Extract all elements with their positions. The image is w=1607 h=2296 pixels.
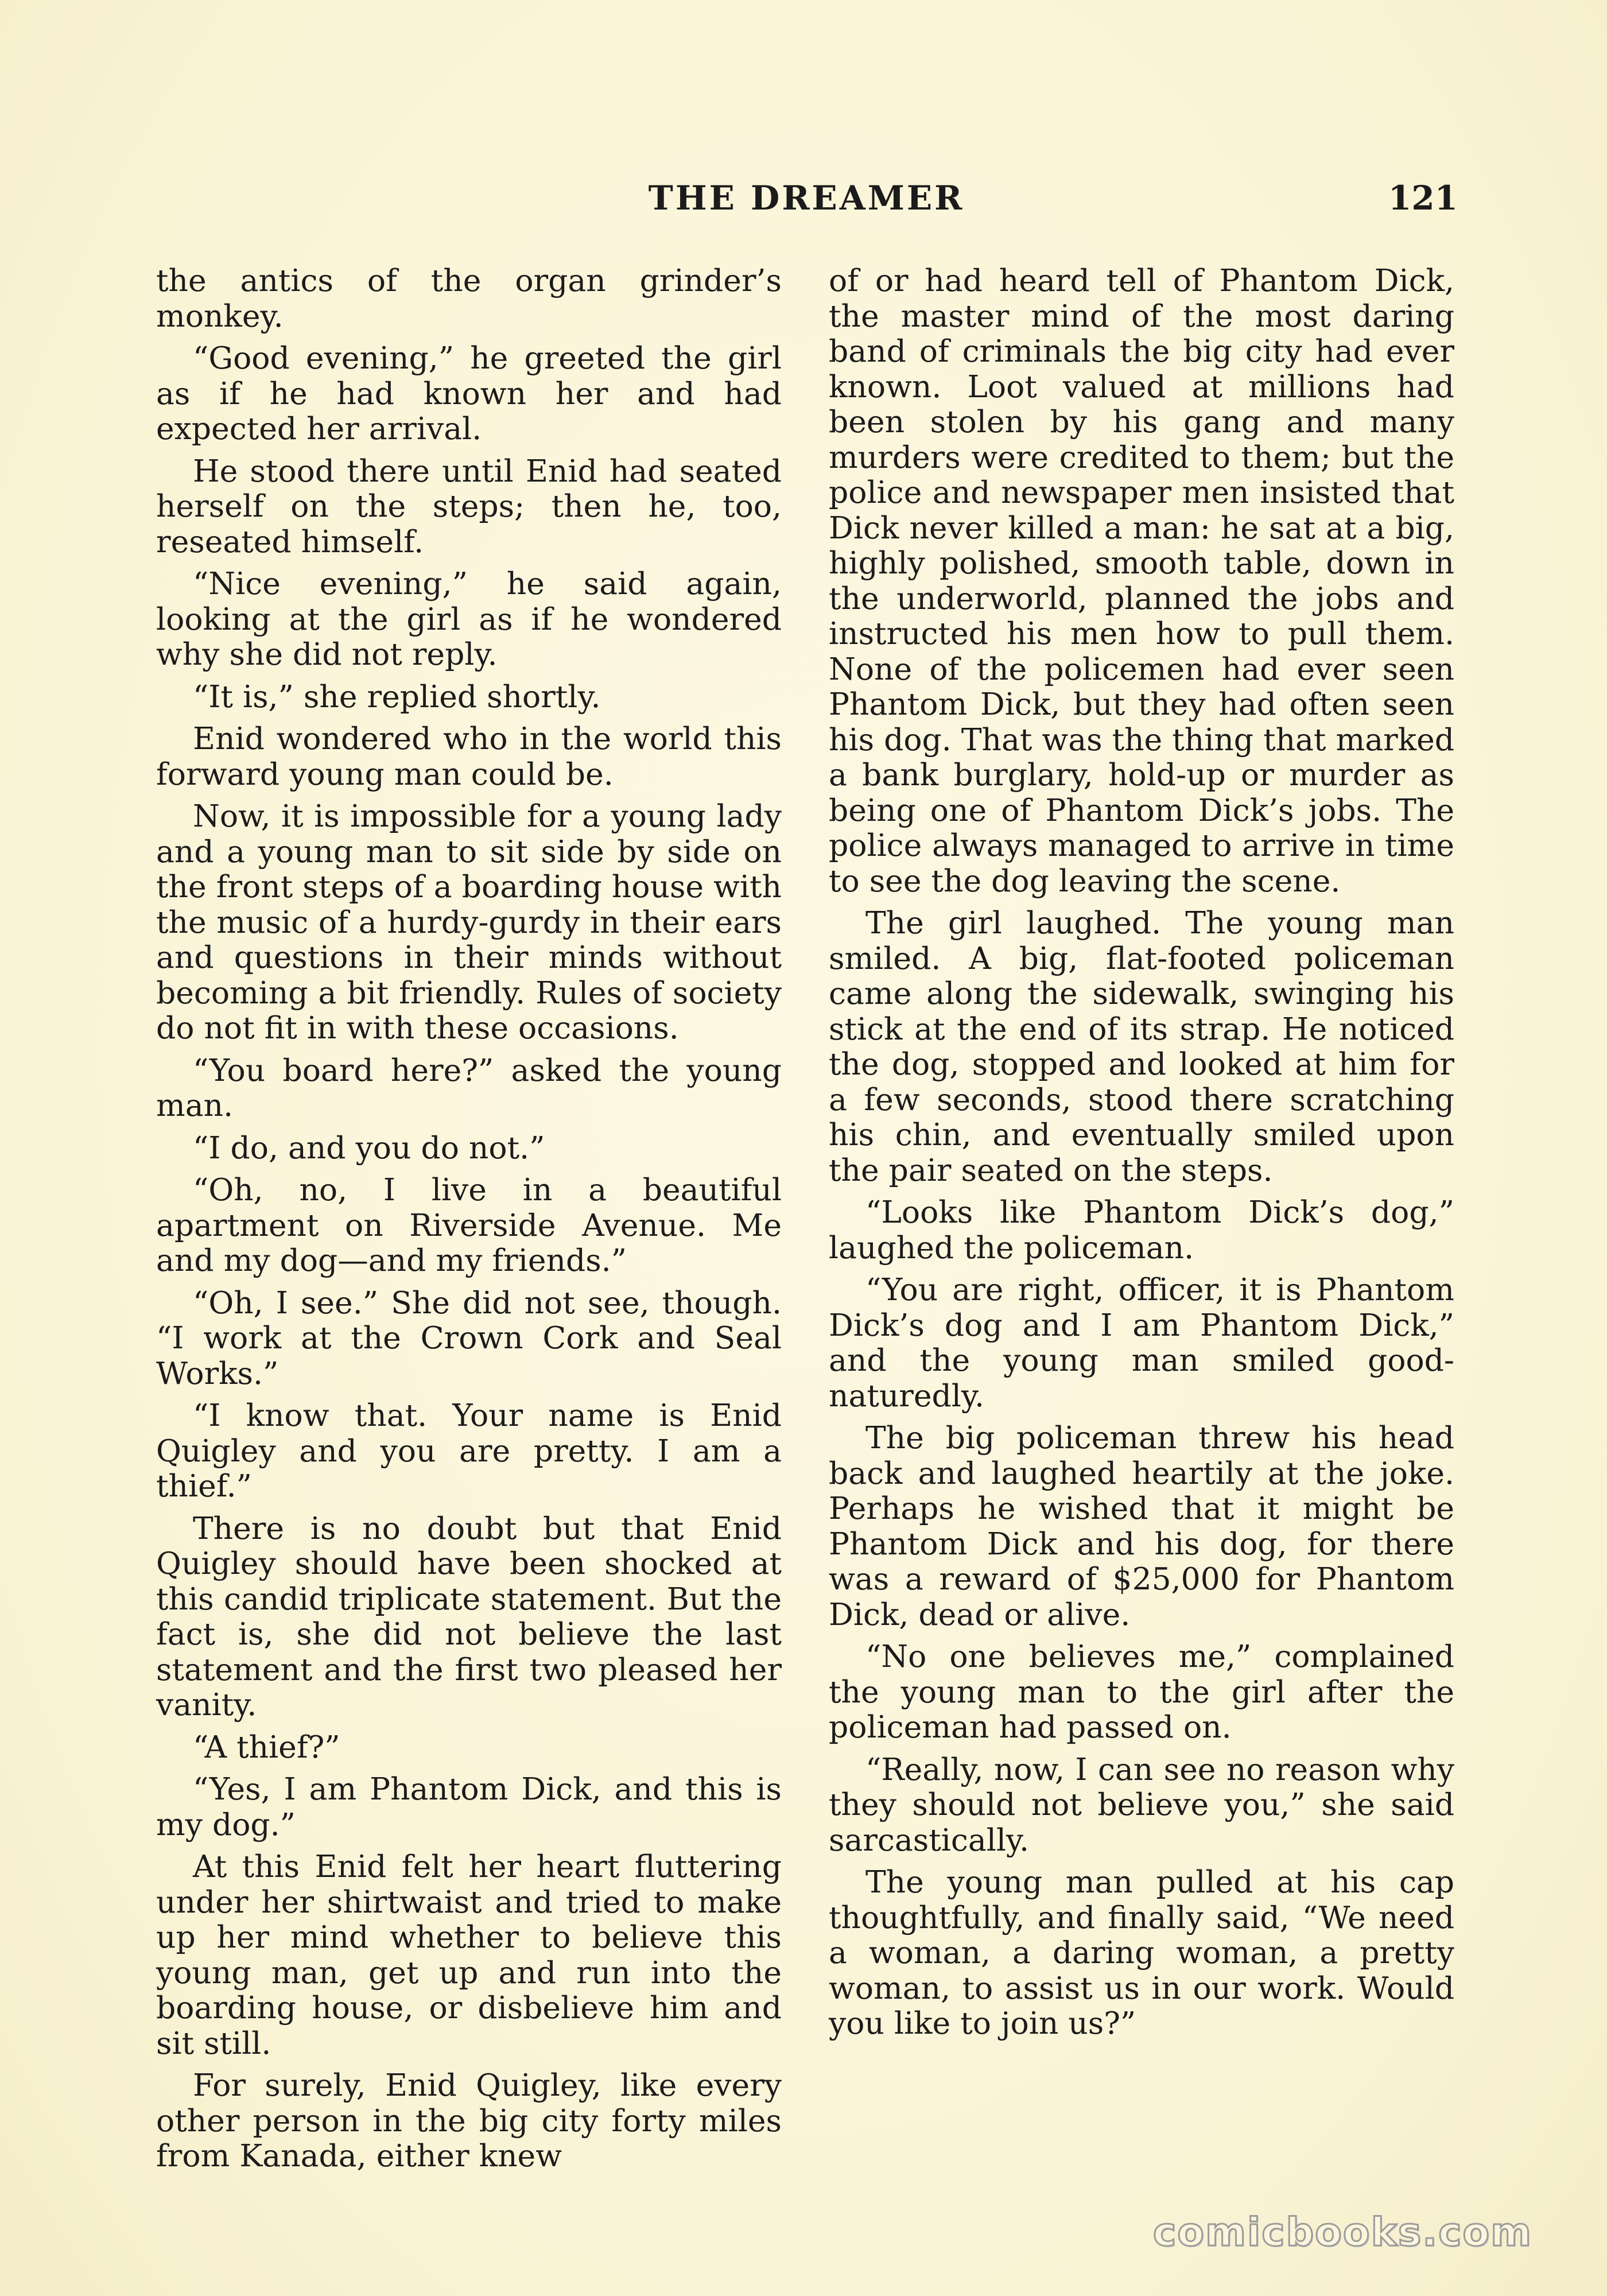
- paragraph: “A thief?”: [193, 1728, 340, 1765]
- paragraph: “Good evening,” he greeted the girl as if he had known her and had expected her arrival.: [156, 340, 782, 447]
- paragraph: “Oh, I see.” She did not see, though. “I work at the Crown Cork and Seal Works.”: [156, 1284, 782, 1391]
- paragraph: “I know that. Your name is Enid Quigley and you are pretty. I am a thief.”: [156, 1397, 782, 1504]
- watermark: comicbooks.com: [1152, 2210, 1532, 2255]
- paragraph: The girl laughed. The young man smiled. A big, flat-footed policeman came along the sidewalk, swinging his stick at the end of its strap. He noticed the dog, stopped and looked at him for a few seconds, stood there scratching his chin, and eventually smiled upon the pair seated on the steps.: [829, 905, 1454, 1188]
- right-column: [829, 263, 1454, 2048]
- paragraph: “I do, and you do not.”: [193, 1129, 545, 1166]
- paragraph: There is no doubt but that Enid Quigley should have been shocked at this candid triplicate statement. But the fact is, she did not believe the last statement and the first two pleased her vanity.: [156, 1510, 782, 1723]
- paragraph: “It is,” she replied shortly.: [193, 678, 601, 715]
- paragraph: The big policeman threw his head back and laughed heartily at the joke. Perhaps he wished that it might be Phantom Dick and his dog, for there was a reward of $25,000 for Phantom Dick, dead or alive.: [829, 1420, 1454, 1632]
- paragraph: “Looks like Phantom Dick’s dog,” laughed the policeman.: [829, 1194, 1454, 1266]
- paragraph: For surely, Enid Quigley, like every other person in the big city forty miles from Kanada, either knew: [156, 2067, 782, 2174]
- paragraph: “No one believes me,” complained the young man to the girl after the policeman had passed on.: [829, 1638, 1454, 1745]
- paragraph: “Yes, I am Phantom Dick, and this is my dog.”: [156, 1771, 782, 1843]
- paragraph: “Really, now, I can see no reason why they should not believe you,” she said sarcastically.: [829, 1751, 1454, 1858]
- running-title: THE DREAMER: [648, 179, 965, 218]
- running-head: [155, 172, 1458, 224]
- paragraph: of or had heard tell of Phantom Dick, the master mind of the most daring band of criminals the big city had ever known. Loot valued at millions had been stolen by his gang and many murders were credited to them; but the police and newspaper men insisted that Dick never killed a man: he sat at a big, highly polished, smooth table, down in the underworld, planned the jobs and instructed his men how to pull them. None of the policemen had ever seen Phantom Dick, but they had often seen his dog. That was the thing that marked a bank burglary, hold-up or murder as being one of Phantom Dick’s jobs. The police always managed to arrive in time to see the dog leaving the scene.: [829, 262, 1454, 899]
- paragraph: the antics of the organ grinder’s monkey.: [156, 262, 782, 334]
- paragraph: He stood there until Enid had seated herself on the steps; then he, too, reseated himself.: [156, 452, 782, 560]
- paragraph: “You board here?” asked the young man.: [156, 1052, 782, 1123]
- paragraph: “Oh, no, I live in a beautiful apartment on Riverside Avenue. Me and my dog—and my friends.”: [156, 1172, 782, 1278]
- page-number: 121: [1388, 179, 1458, 218]
- paragraph: “You are right, officer, it is Phantom Dick’s dog and I am Phantom Dick,” and the young man smiled good-naturedly.: [829, 1271, 1454, 1414]
- paragraph: At this Enid felt her heart fluttering under her shirtwaist and tried to make up her mind whether to believe this young man, get up and run into the boarding house, or disbelieve him and sit still.: [156, 1848, 782, 2061]
- paragraph: The young man pulled at his cap thoughtfully, and finally said, “We need a woman, a daring woman, a pretty woman, to assist us in our work. Would you like to join us?”: [829, 1864, 1454, 2041]
- paragraph: Enid wondered who in the world this forward young man could be.: [156, 720, 782, 792]
- paragraph: “Nice evening,” he said again, looking at the girl as if he wondered why she did not reply.: [156, 565, 782, 672]
- paragraph: Now, it is impossible for a young lady and a young man to sit side by side on the front steps of a boarding house with the music of a hurdy-gurdy in their ears and questions in their minds without becoming a bit friendly. Rules of society do not fit in with these occasions.: [156, 798, 782, 1046]
- left-column: [156, 263, 782, 2181]
